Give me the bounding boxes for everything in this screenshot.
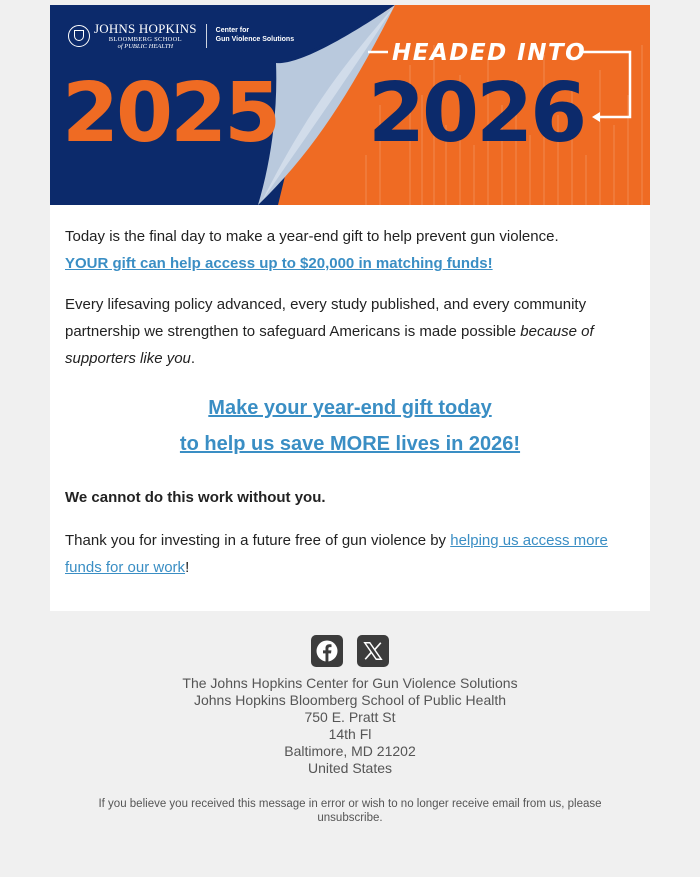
email-container	[50, 5, 650, 825]
university-seal-icon	[68, 25, 90, 47]
supporters-end: .	[190, 350, 196, 367]
org-subtitle: BLOOMBERG SCHOOL	[108, 36, 182, 43]
thanks-end: !	[185, 559, 190, 576]
address-line: Johns Hopkins Bloomberg School of Public Health	[193, 692, 507, 708]
org-subtitle-2: of PUBLIC HEALTH	[117, 42, 174, 50]
banner-headline: HEADED INTO	[392, 40, 587, 66]
org-name: JOHNS HOPKINS	[94, 21, 197, 36]
center-name	[216, 27, 294, 45]
supporters-paragraph	[65, 291, 635, 372]
center-name-line1: Center for	[215, 27, 250, 35]
intro-text: Today is the final day to make a year-end gift to help prevent gun violence.	[65, 228, 559, 245]
cta-block	[65, 390, 635, 462]
jh-logo	[68, 22, 294, 50]
supporters-emphasis: because of supporters like you	[65, 323, 594, 367]
access-funds-link[interactable]: helping us access more funds for our work	[65, 532, 608, 576]
unsubscribe-disclaimer[interactable]: If you believe you received this message in error or wish to no longer receive email from us, please unsubscribe.	[98, 798, 602, 824]
address-line: The Johns Hopkins Center for Gun Violence Solutions	[182, 675, 518, 691]
address-line: Baltimore, MD 21202	[284, 743, 416, 759]
x-icon[interactable]	[357, 635, 389, 667]
header-banner[interactable]	[50, 5, 650, 205]
thanks-text: Thank you for investing in a future free of gun violence by	[65, 532, 451, 549]
thanks-paragraph	[65, 527, 635, 581]
mailing-address	[50, 675, 650, 777]
banner-year-next: 2026	[368, 66, 585, 161]
strong-statement: We cannot do this work without you.	[65, 489, 326, 506]
logo-divider	[206, 24, 207, 48]
banner-year-current: 2025	[62, 66, 279, 161]
address-line: 14th Fl	[328, 726, 372, 742]
cta-link-gift[interactable]: Make your year-end gift today	[208, 397, 492, 419]
email-body	[50, 205, 650, 611]
social-links	[50, 635, 650, 667]
intro-paragraph	[65, 223, 635, 277]
matching-funds-link[interactable]: YOUR gift can help access up to $20,000 in matching funds!	[65, 255, 493, 272]
facebook-icon[interactable]	[311, 635, 343, 667]
address-line: 750 E. Pratt St	[304, 709, 396, 725]
center-name-line2: Gun Violence Solutions	[215, 36, 295, 43]
email-footer	[50, 611, 650, 825]
address-line: United States	[307, 760, 393, 776]
cta-link-save-lives[interactable]: to help us save MORE lives in 2026!	[179, 433, 521, 455]
supporters-text: Every lifesaving policy advanced, every study published, and every community partnership we strengthen to safeguard Americans is made possible	[65, 296, 587, 340]
